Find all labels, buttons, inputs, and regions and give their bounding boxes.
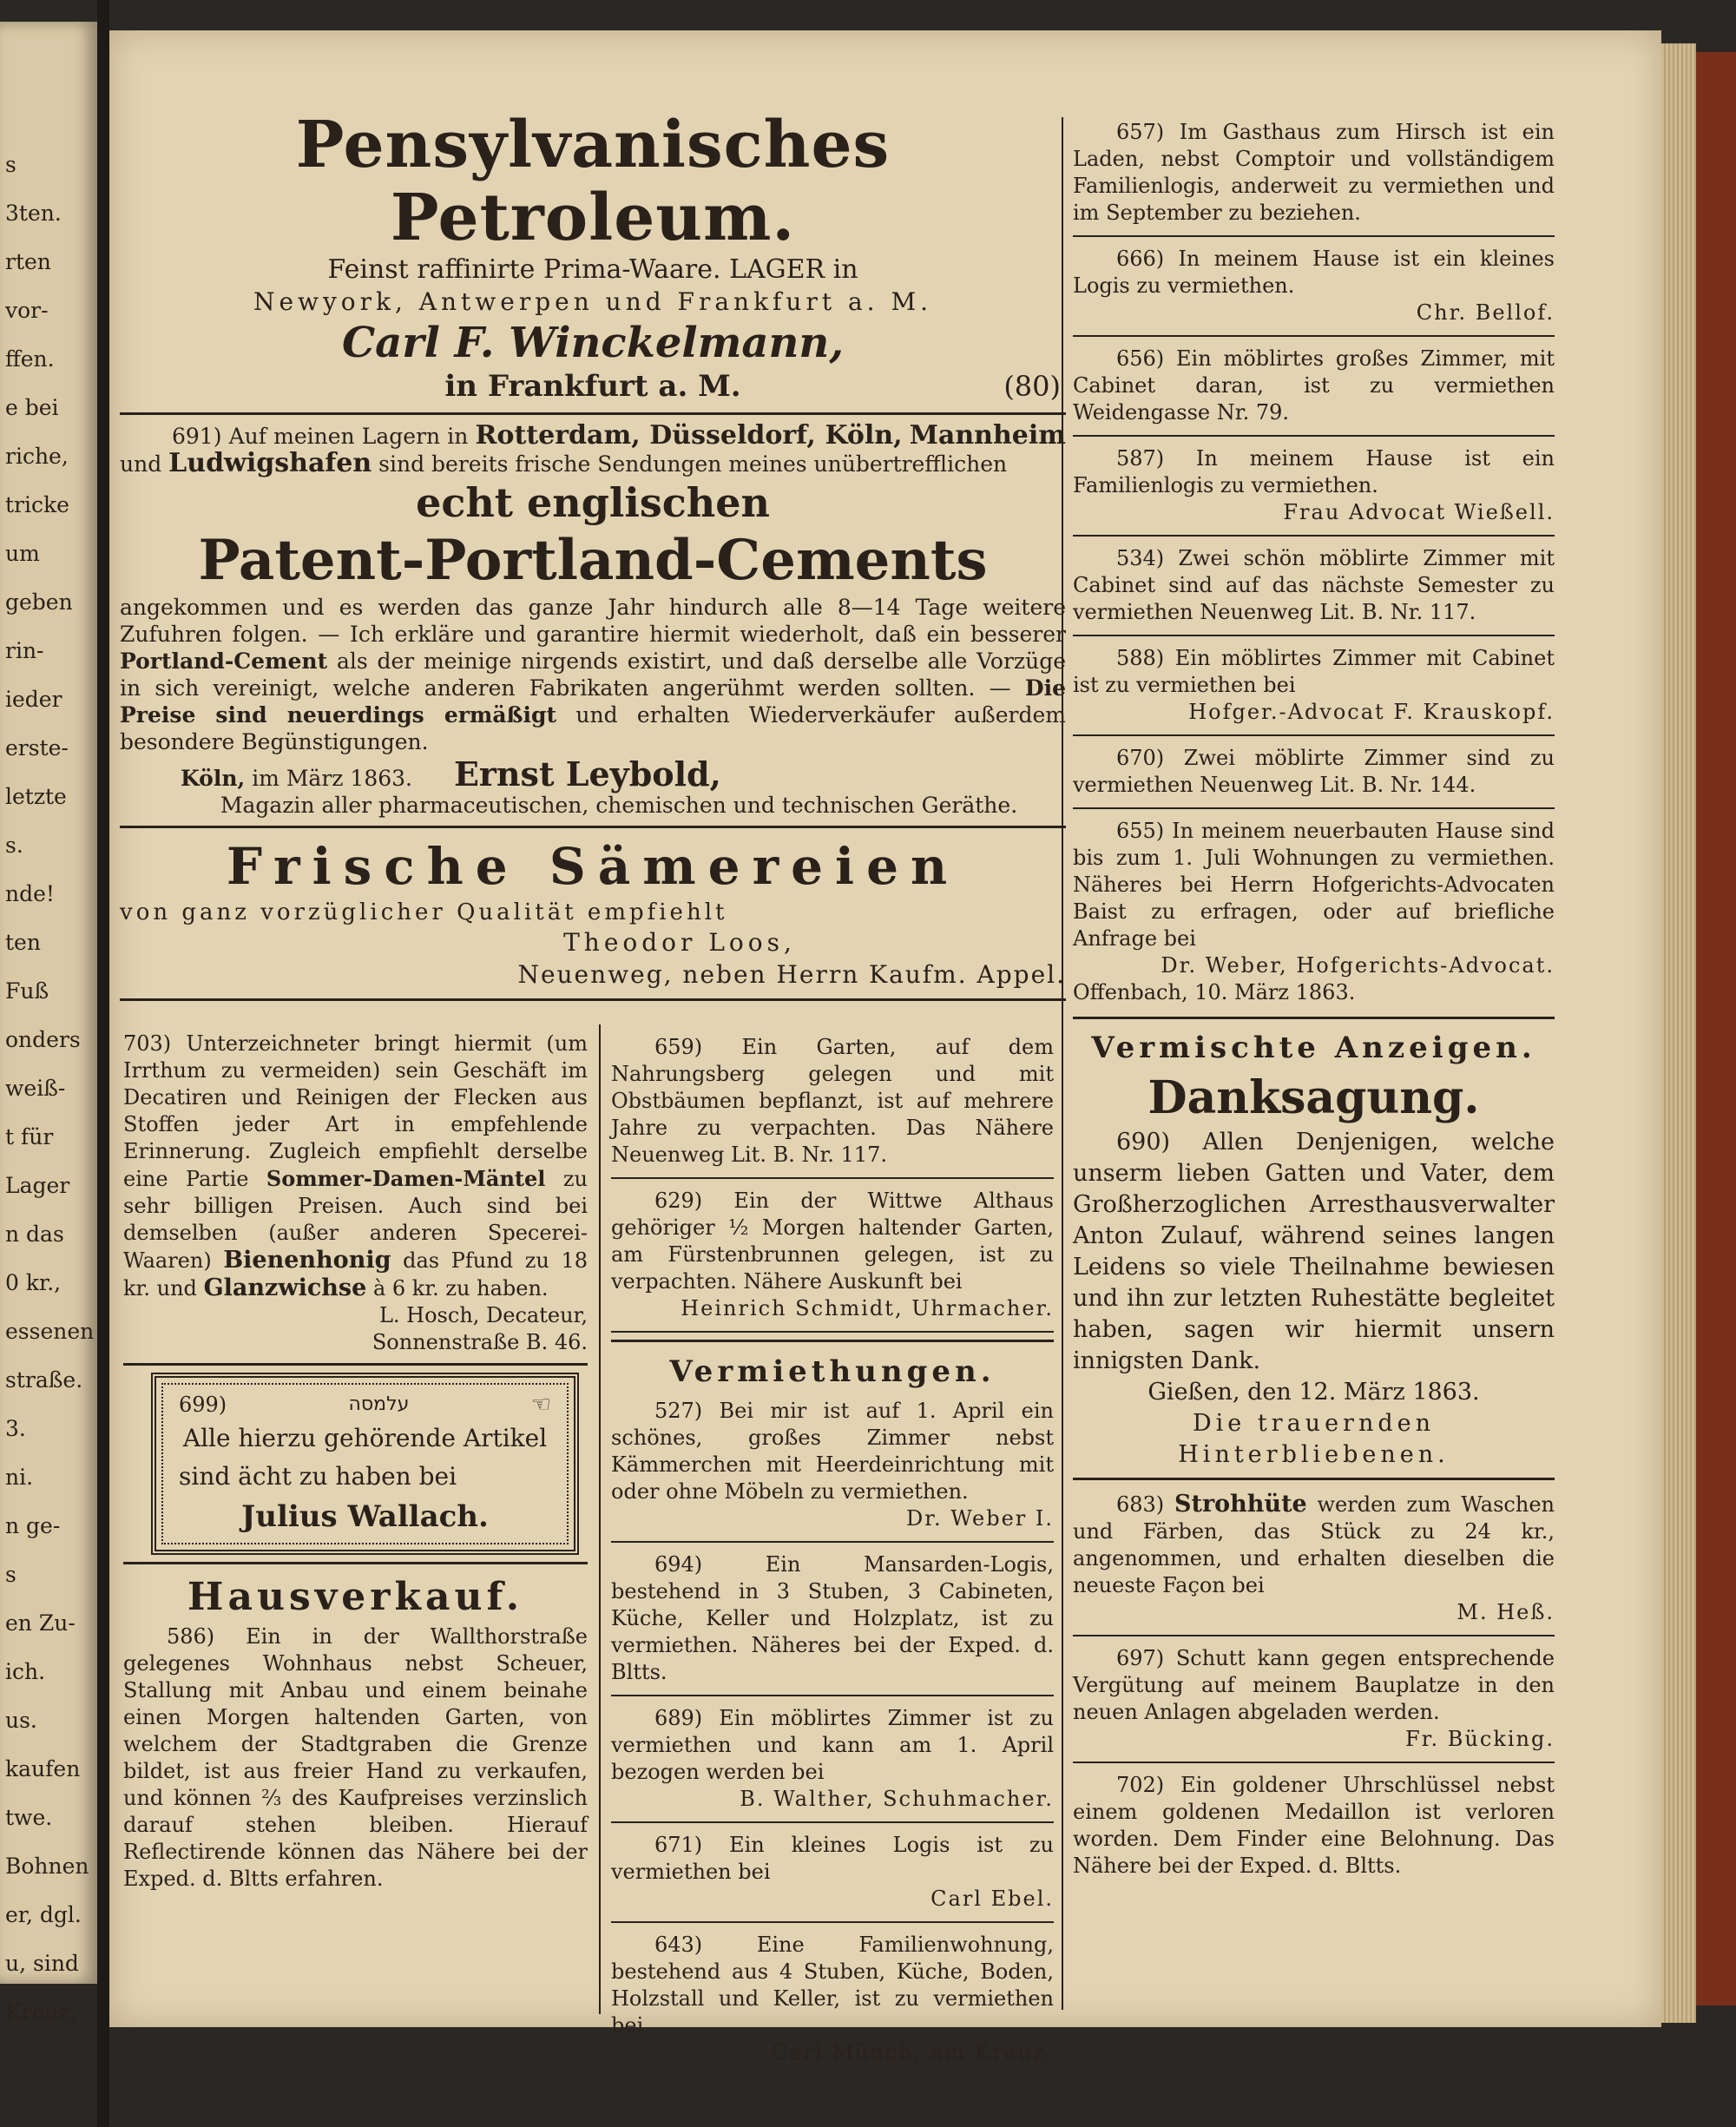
petroleum-merchant: Carl F. Winckelmann, <box>341 319 845 367</box>
ad-number: 666) <box>1116 247 1165 271</box>
hand-pointer-icon: ☜ <box>530 1392 551 1418</box>
left-page-text: tricke <box>5 492 69 517</box>
ad-text: Ein möblirtes Zimmer ist zu vermiethen und kann am 1. April bezogen werden bei <box>611 1706 1054 1784</box>
left-wide-column <box>120 109 1066 1008</box>
left-page-text: twe. <box>5 1805 53 1830</box>
hausverkauf-text: Ein in der Wallthorstraße gelegenes Wohnhaus nebst Scheuer, Stallung mit Anbau und einem beinahe einen Morgen haltenden Garten, von welchem der Stadtgraben die Grenze bildet, ist aus freier Hand zu verkaufen, und können ⅔ des Kaufpreises verzinslich darauf stehen bleiben. Hierauf Reflectirende können das Nähere bei der Exped. d. Bltts erfahren. <box>123 1624 588 1891</box>
classified-ad <box>1073 642 1555 729</box>
ad-text: In meinem neuerbauten Hause sind bis zum 1. Juli Wohnungen zu vermiethen. Näheres bei Herrn Hofgerichts-Advocaten Baist zu erfragen, oder auf briefliche Anfrage bei <box>1073 819 1555 951</box>
left-page-text: Fuß <box>5 978 49 1004</box>
cement-headline-2: Patent-Portland-Cements <box>198 528 988 593</box>
cement-ad <box>120 422 1066 819</box>
book-binding <box>1696 52 1736 2005</box>
classified-ad <box>1073 814 1555 1010</box>
ad-signature: Fr. Bücking. <box>1405 1727 1555 1751</box>
classified-ad <box>611 1394 1054 1536</box>
left-page-text: nde! <box>5 881 55 906</box>
classified-ad <box>611 1184 1054 1326</box>
left-page-text: ffen. <box>5 346 55 372</box>
danksagung-ad <box>1073 1070 1555 1471</box>
ad-699-line-2: sind ächt zu haben bei <box>179 1462 457 1491</box>
left-page-text: riche, <box>5 444 69 469</box>
ad-signature: Dr. Weber, Hofgerichts-Advocat. <box>1161 953 1555 978</box>
petroleum-number: (80) <box>1003 370 1061 403</box>
ad-signature: Chr. Bellof. <box>1416 300 1555 325</box>
ad-703-text-2: zu sehr billigen Preisen. Auch sind bei demselben (außer anderen Specerei-Waaren) <box>123 1167 588 1273</box>
page-edges <box>1661 43 1696 2023</box>
ad-text: In meinem Hause ist ein kleines Logis zu vermiethen. <box>1073 247 1555 298</box>
left-page-text: erste- <box>5 735 69 761</box>
seeds-ad <box>120 835 1066 991</box>
ad-703-text-4: à 6 kr. zu haben. <box>372 1276 549 1301</box>
ad-number: 697) <box>1116 1646 1165 1670</box>
left-page-text: 0 kr., <box>5 1270 62 1295</box>
ad-text: In meinem Hause ist ein Familienlogis zu vermiethen. <box>1073 446 1555 497</box>
ad-text: Ein Mansarden-Logis, bestehend in 3 Stuben, 3 Cabineten, Küche, Keller und Holzplatz, ist zu vermiethen. Näheres bei der Exped. d. Bltts. <box>611 1552 1054 1684</box>
ad-number: 683) <box>1116 1492 1165 1517</box>
petroleum-line2: Newyork, Antwerpen und Frankfurt a. M. <box>253 287 933 316</box>
classified-ad <box>1073 342 1555 430</box>
ad-number: 671) <box>654 1833 703 1857</box>
ad-number: 655) <box>1116 819 1165 843</box>
danksagung-date: Gießen, den 12. März 1863. <box>1147 1379 1480 1406</box>
hausverkauf-number: 586) <box>167 1624 215 1649</box>
ad-signature: Hofger.-Advocat F. Krauskopf. <box>1188 700 1555 724</box>
classified-ad <box>1073 442 1555 530</box>
left-page-text: 3ten. <box>5 201 62 226</box>
danksagung-signature-1: Die trauernden <box>1192 1410 1435 1437</box>
ad-699-name: Julius Wallach. <box>241 1499 489 1534</box>
classified-ad <box>611 1702 1054 1816</box>
left-page-text: s <box>5 152 16 177</box>
left-page-text: er, dgl. <box>5 1902 82 1927</box>
classified-ad <box>611 1031 1054 1172</box>
ad-text: werden zum Waschen und Färben, das Stück zu 24 kr., angenommen, und erhalten dieselben die neueste Façon bei <box>1073 1492 1555 1597</box>
seeds-address: Neuenweg, neben Herrn Kaufm. Appel. <box>517 960 1066 989</box>
ad-703-address: Sonnenstraße B. 46. <box>372 1330 588 1354</box>
classified-ad <box>1073 1487 1555 1630</box>
ad-699-line-1: Alle hierzu gehörende Artikel <box>182 1424 548 1452</box>
ad-text: Zwei schön möblirte Zimmer mit Cabinet sind auf das nächste Semester zu vermiethen Neuenweg Lit. B. Nr. 117. <box>1073 546 1555 624</box>
left-page-text: rin- <box>5 638 44 663</box>
ad-699-frame <box>151 1373 579 1555</box>
left-page-text: ni. <box>5 1465 34 1490</box>
cement-body-1: angekommen und es werden das ganze Jahr hindurch alle 8—14 Tage weitere Zufuhren folgen. — Ich erkläre und garantire hiermit wiederholt, daß ein besserer <box>120 595 1066 647</box>
ad-text: Ein der Wittwe Althaus gehöriger ½ Morgen haltender Garten, am Fürstenbrunnen gelegen, ist zu verpachten. Nähere Auskunft bei <box>611 1189 1054 1294</box>
vermischte-anzeigen-heading: Vermischte Anzeigen. <box>1091 1031 1536 1065</box>
right-column <box>1073 115 1555 1883</box>
middle-column <box>611 1031 1054 2070</box>
ad-number: 670) <box>1116 746 1165 770</box>
petroleum-title: Pensylvanisches Petroleum. <box>295 108 891 255</box>
seeds-title: Frische Sämereien <box>226 837 960 896</box>
cement-body-bold-1: Portland-Cement <box>120 649 328 674</box>
ad-text: Schutt kann gegen entsprechende Vergütung auf meinem Bauplatze in den neuen Anlagen abgeladen werden. <box>1073 1646 1555 1724</box>
cement-body-bold-2: Die Preise sind neuerdings ermäßigt <box>120 675 1066 728</box>
petroleum-line1: Feinst raffinirte Prima-Waare. LAGER in <box>327 254 858 285</box>
ad-699-hebrew: עלמסה <box>348 1393 410 1415</box>
ad-text: Bei mir ist auf 1. April ein schönes, großes Zimmer nebst Kämmerchen mit Heerdeinrichtung mit oder ohne Möbeln zu vermiethen. <box>611 1399 1054 1504</box>
ad-signature: Frau Advocat Wießell. <box>1283 500 1555 524</box>
ad-text: Zwei möblirte Zimmer sind zu vermiethen Neuenweg Lit. B. Nr. 144. <box>1073 746 1555 797</box>
classified-ad <box>611 1828 1054 1916</box>
danksagung-title: Danksagung. <box>1147 1071 1480 1124</box>
danksagung-signature-2: Hinterbliebenen. <box>1178 1441 1450 1468</box>
vermiethungen-heading: Vermiethungen. <box>669 1354 996 1389</box>
left-page-text: ich. <box>5 1659 46 1684</box>
hausverkauf-ad <box>123 1571 588 1893</box>
seeds-line1: von ganz vorzüglicher Qualität empfiehlt <box>120 899 728 925</box>
ad-number: 694) <box>654 1552 703 1577</box>
left-page-text: letzte <box>5 784 67 809</box>
left-page-text: n ge- <box>5 1513 61 1538</box>
ad-703-bold-3: Glanzwichse <box>203 1274 367 1301</box>
cement-date: im März 1863. <box>252 766 412 791</box>
cement-number: 691) <box>172 424 222 449</box>
ad-703 <box>123 1031 588 1356</box>
ad-number: 657) <box>1116 120 1165 144</box>
left-page-text: us. <box>5 1708 37 1733</box>
cement-intro-a: Auf meinen Lagern in <box>228 424 469 449</box>
ad-703-number: 703) <box>123 1031 172 1056</box>
ad-bold-text: Strohhüte <box>1174 1491 1307 1518</box>
left-page-text: rten <box>5 249 51 274</box>
left-page-text: essenen <box>5 1319 95 1344</box>
classified-ad <box>1073 741 1555 802</box>
classified-ad <box>1073 115 1555 230</box>
left-page-text: weiß- <box>5 1076 66 1101</box>
left-page-text: Kreuz. <box>5 1999 77 2025</box>
ad-703-bold-2: Bienenhonig <box>223 1247 391 1274</box>
ad-number: 689) <box>654 1706 703 1730</box>
ad-date: Offenbach, 10. März 1863. <box>1073 980 1356 1004</box>
cement-signer: Ernst Leybold, <box>453 754 721 794</box>
ad-699-number: 699) <box>179 1393 227 1417</box>
danksagung-text: Allen Denjenigen, welche unserm lieben Gatten und Vater, dem Großherzoglichen Arresthausverwalter Anton Zulauf, während seines langen Leidens so viele Theilnahme bewiesen und ihn zur letzten Ruhestätte begleitet haben, sagen wir hiermit unsern innigsten Dank. <box>1073 1129 1555 1374</box>
ad-703-text-3: das Pfund zu 18 kr. und <box>123 1248 588 1301</box>
left-page-text: s. <box>5 833 23 858</box>
left-page-text: Bohnen <box>5 1854 89 1879</box>
ad-text: Im Gasthaus zum Hirsch ist ein Laden, nebst Comptoir und vollständigem Familienlogis, anderweit zu vermiethen und im September zu beziehen. <box>1073 120 1555 225</box>
classified-ad <box>1073 242 1555 330</box>
left-page-text: geben <box>5 589 73 615</box>
left-page-text: s <box>5 1562 16 1587</box>
ad-number: 659) <box>654 1035 703 1059</box>
danksagung-body <box>1073 1127 1555 1377</box>
cement-cities-2: Mannheim <box>909 420 1067 451</box>
left-page-text: um <box>5 541 40 566</box>
ad-number: 527) <box>654 1399 703 1423</box>
ad-text: Eine Familienwohnung, bestehend aus 4 Stuben, Küche, Boden, Holzstall und Keller, ist zu vermiethen bei <box>611 1933 1054 2038</box>
left-page-fragment <box>0 22 97 2025</box>
left-narrow-column <box>123 1031 588 1893</box>
ad-text: Ein goldener Uhrschlüssel nebst einem goldenen Medaillon ist verloren worden. Dem Finder eine Belohnung. Das Nähere bei der Exped. d. Bltts. <box>1073 1773 1555 1878</box>
classified-ad <box>611 1548 1054 1689</box>
ad-text: Ein kleines Logis ist zu vermiethen bei <box>611 1833 1054 1884</box>
left-page-text: ieder <box>5 687 62 712</box>
left-page-text: kaufen <box>5 1756 81 1781</box>
left-page-text: t für <box>5 1124 54 1149</box>
ad-text: Ein Garten, auf dem Nahrungsberg gelegen und mit Obstbäumen bepflanzt, ist auf mehrere Jahre zu verpachten. Das Nähere Neuenweg Lit. B. Nr. 117. <box>611 1035 1054 1167</box>
ad-number: 702) <box>1116 1773 1165 1797</box>
left-page-text: u, sind <box>5 1951 79 1976</box>
ad-number: 656) <box>1116 346 1165 371</box>
ad-signature: Carl Münch, am Kreuz. <box>771 2040 1054 2064</box>
ad-signature: B. Walther, Schuhmacher. <box>740 1787 1054 1811</box>
ad-703-signer: L. Hosch, Decateur, <box>378 1303 588 1327</box>
ad-703-bold-1: Sommer-Damen-Mäntel <box>266 1166 546 1191</box>
cement-body-3: und erhalten Wiederverkäufer außerdem besondere Begünstigungen. <box>120 702 1066 754</box>
seeds-name: Theodor Loos, <box>563 928 796 957</box>
ad-signature: Dr. Weber I. <box>905 1506 1054 1531</box>
petroleum-ad <box>120 109 1066 405</box>
classified-ad <box>611 1928 1054 2070</box>
ad-signature: Heinrich Schmidt, Uhrmacher. <box>681 1296 1054 1320</box>
ad-number: 587) <box>1116 446 1165 471</box>
ad-number: 588) <box>1116 646 1165 670</box>
cement-cities-3: Ludwigshafen <box>168 448 372 478</box>
cement-cities-1: Rotterdam, Düsseldorf, Köln, <box>475 420 903 451</box>
classified-ad <box>1073 1768 1555 1883</box>
ad-number: 534) <box>1116 546 1165 570</box>
ad-text: Ein möblirtes großes Zimmer, mit Cabinet daran, ist zu vermiethen Weidengasse Nr. 79. <box>1073 346 1555 425</box>
ad-703-text: Unterzeichneter bringt hiermit (um Irrthum zu vermeiden) sein Geschäft im Decatiren und Reinigen der Flecken aus Stoffen jeder Art in empfehlende Erinnerung. Zugleich empfiehlt derselbe eine Partie <box>123 1031 588 1191</box>
left-page-text: 3. <box>5 1416 26 1441</box>
left-page-text: en Zu- <box>5 1610 76 1636</box>
cement-und: und <box>120 451 162 477</box>
column-rule-right <box>1062 117 1063 2010</box>
cement-intro-b: sind bereits frische Sendungen meines unübertrefflichen <box>378 451 1008 477</box>
ad-number: 643) <box>654 1933 703 1957</box>
newspaper-page <box>109 30 1661 2064</box>
left-page-text: vor- <box>5 298 49 323</box>
left-page-text: straße. <box>5 1367 83 1393</box>
cement-signer-sub: Magazin aller pharmaceutischen, chemischen und technischen Geräthe. <box>220 793 1018 818</box>
ad-text: Ein möblirtes Zimmer mit Cabinet ist zu vermiethen bei <box>1073 646 1555 697</box>
classified-ad <box>1073 1642 1555 1756</box>
left-page-text: n das <box>5 1222 64 1247</box>
cement-body-2: als der meinige nirgends existirt, und daß derselbe alle Vorzüge in sich vereinigt, welche anderen Fabrikaten angerühmt werden sollten. — <box>120 649 1066 701</box>
ad-signature: M. Heß. <box>1457 1600 1555 1624</box>
cement-headline-1: echt englischen <box>416 479 770 526</box>
left-page-text: e bei <box>5 395 59 420</box>
book-spine <box>97 0 109 2127</box>
column-rule-middle <box>599 1024 601 2014</box>
classified-ad <box>1073 542 1555 629</box>
left-page-text: Lager <box>5 1173 70 1198</box>
cement-date-place: Köln, <box>181 766 246 791</box>
petroleum-place: in Frankfurt a. M. <box>444 369 741 404</box>
danksagung-number: 690) <box>1116 1129 1171 1156</box>
hausverkauf-title: Hausverkauf. <box>187 1575 524 1619</box>
left-page-text: ten <box>5 930 41 955</box>
left-page-text: onders <box>5 1027 81 1052</box>
ad-signature: Carl Ebel. <box>930 1887 1054 1911</box>
ad-number: 629) <box>654 1189 703 1213</box>
